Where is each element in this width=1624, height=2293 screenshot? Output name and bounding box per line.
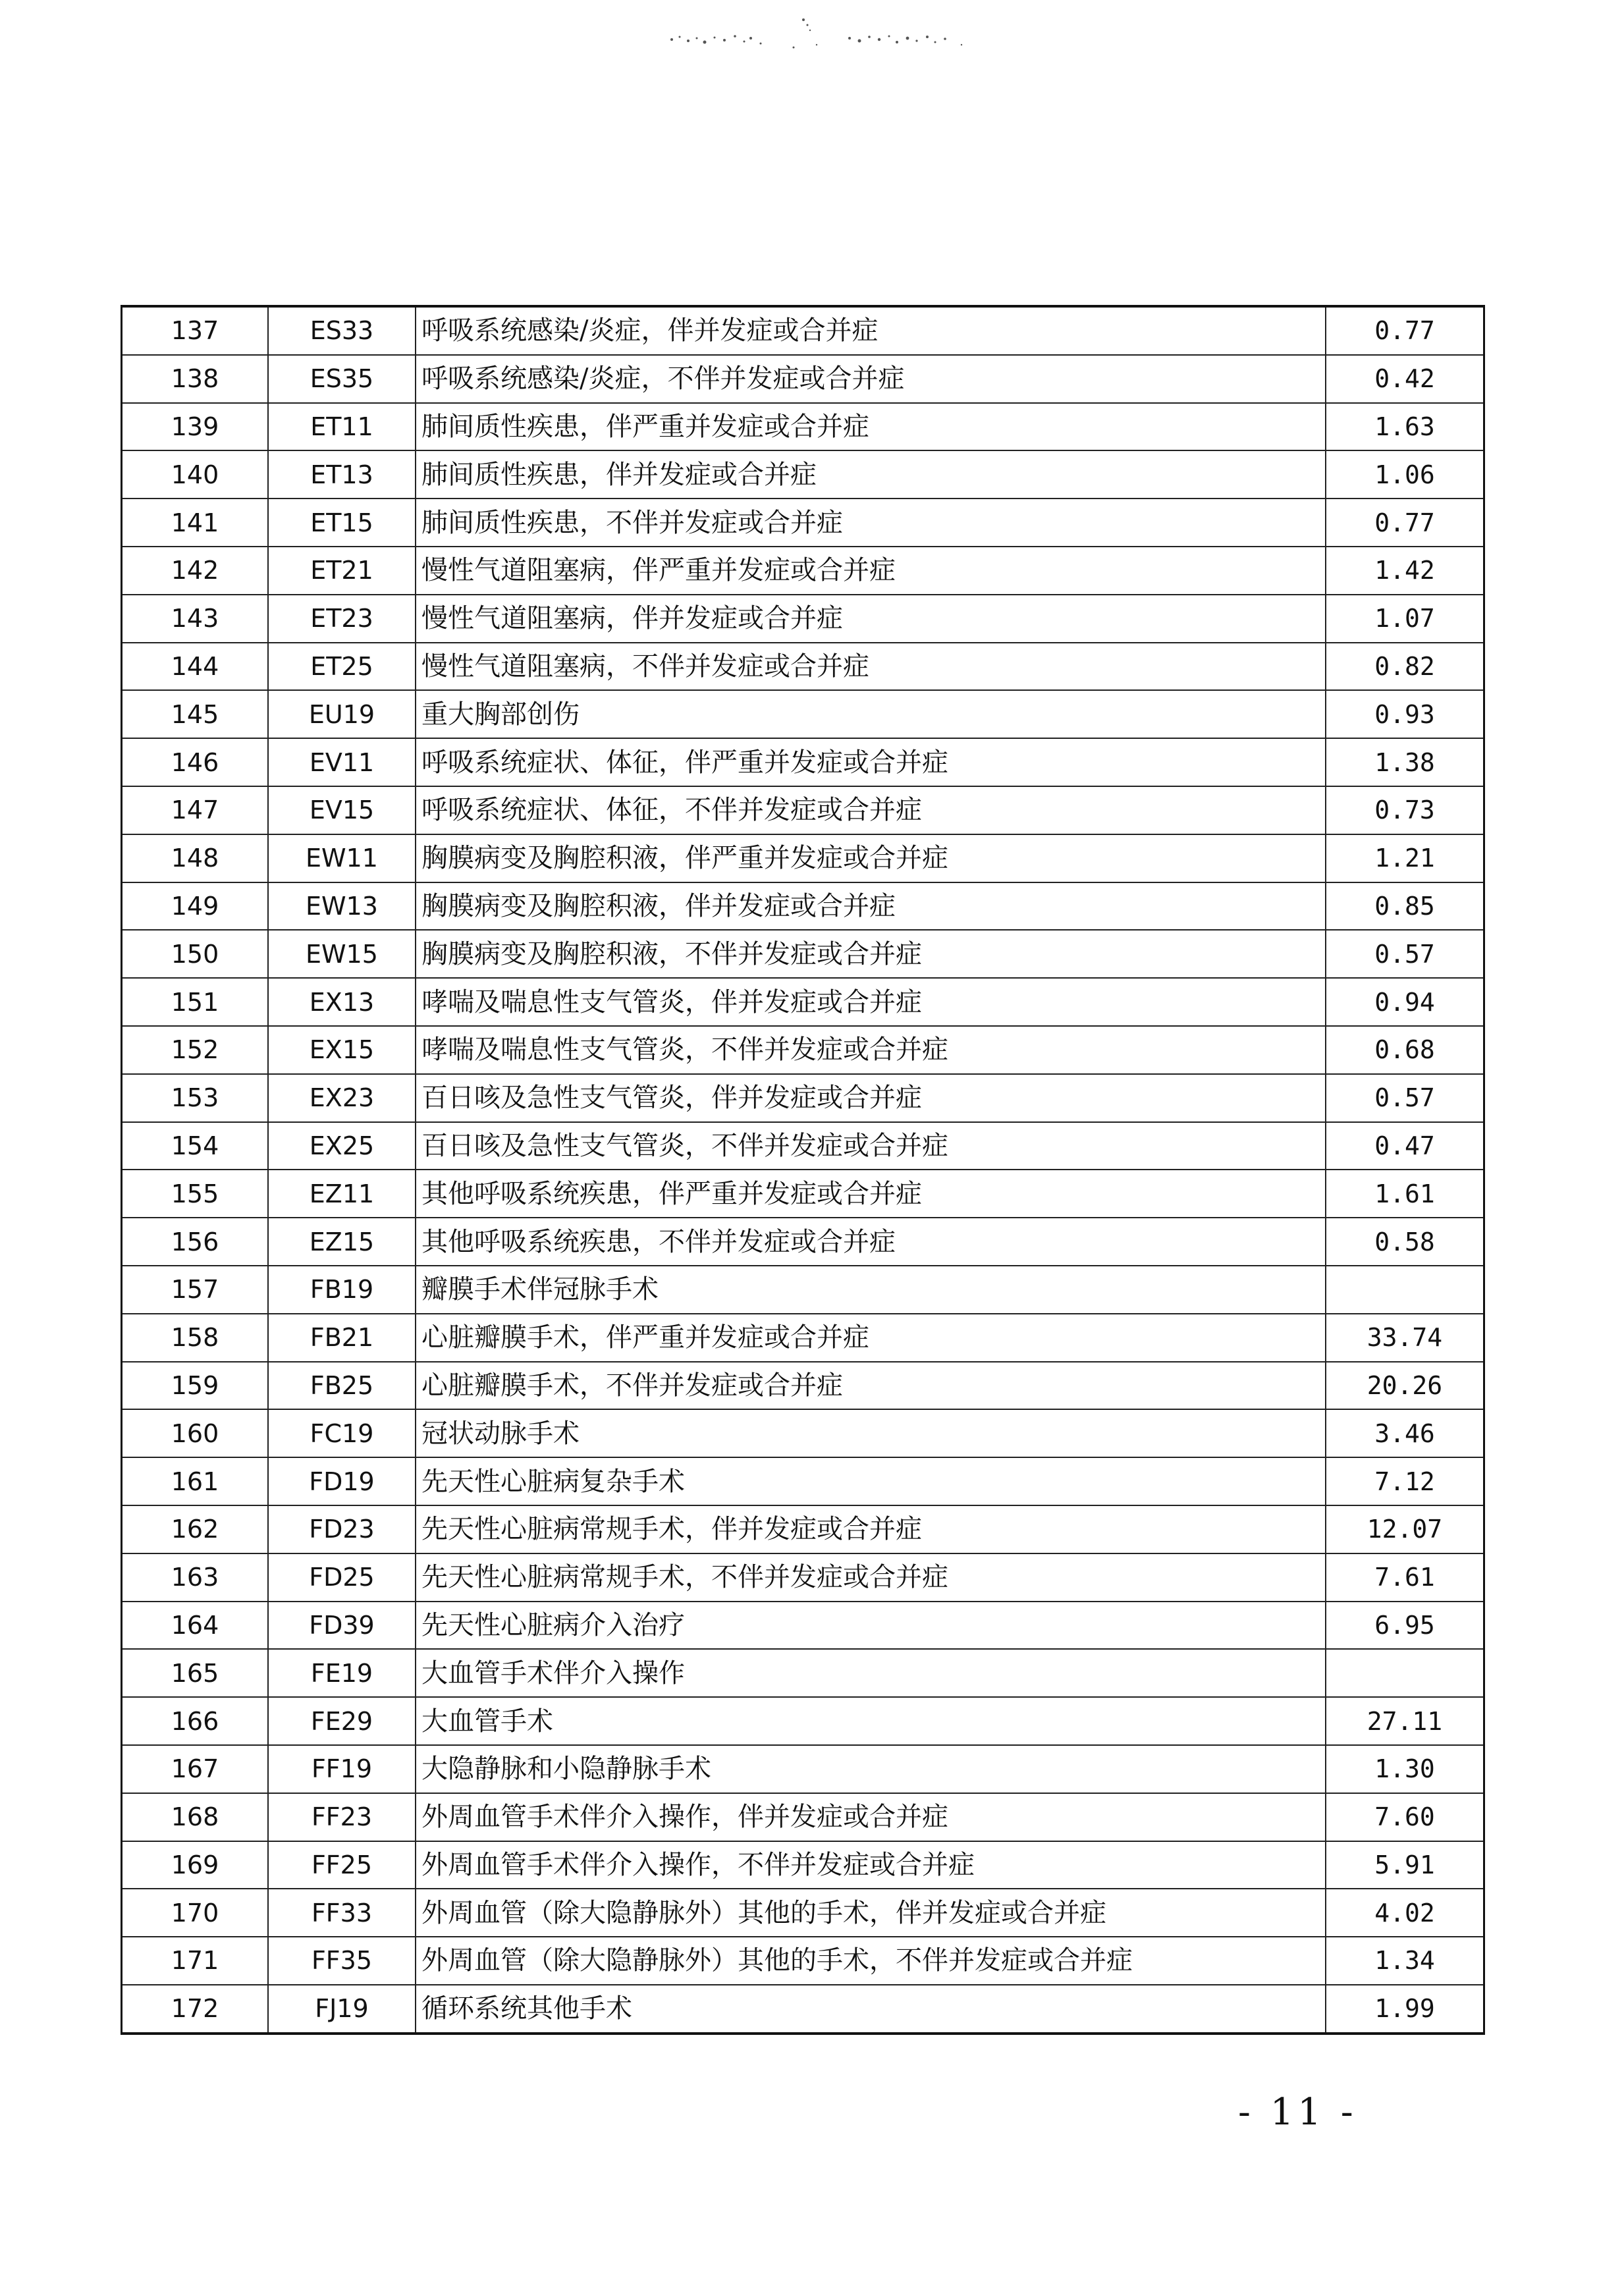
- table-row: [122, 450, 1484, 499]
- row-number-cell: 157: [122, 1266, 269, 1314]
- drg-code-cell: ET15: [268, 499, 416, 547]
- table-row: [122, 355, 1484, 403]
- weight-cell: 1.07: [1326, 595, 1484, 643]
- drg-code-cell: FE29: [268, 1697, 416, 1745]
- drg-name-cell: 先天性心脏病常规手术，伴并发症或合并症: [416, 1505, 1326, 1553]
- drg-name-cell: 大隐静脉和小隐静脉手术: [416, 1745, 1326, 1793]
- weight-cell: 0.73: [1326, 786, 1484, 834]
- drg-code-cell: FF19: [268, 1745, 416, 1793]
- weight-cell: 4.02: [1326, 1889, 1484, 1937]
- table-row: [122, 1457, 1484, 1505]
- drg-name-cell: 肺间质性疾患，不伴并发症或合并症: [416, 499, 1326, 547]
- weight-cell: 6.95: [1326, 1602, 1484, 1650]
- weight-cell: 3.46: [1326, 1409, 1484, 1457]
- row-number-cell: 144: [122, 643, 269, 691]
- drg-code-cell: FC19: [268, 1409, 416, 1457]
- row-number-cell: 160: [122, 1409, 269, 1457]
- table-row: [122, 1649, 1484, 1697]
- drg-name-cell: 胸膜病变及胸腔积液，伴严重并发症或合并症: [416, 834, 1326, 882]
- row-number-cell: 138: [122, 355, 269, 403]
- table-row: [122, 930, 1484, 978]
- table-row: [122, 1314, 1484, 1362]
- table-row: [122, 643, 1484, 691]
- weight-cell: 1.34: [1326, 1937, 1484, 1985]
- drg-name-cell: 哮喘及喘息性支气管炎，不伴并发症或合并症: [416, 1026, 1326, 1074]
- row-number-cell: 164: [122, 1602, 269, 1650]
- weight-cell: 7.61: [1326, 1553, 1484, 1602]
- drg-name-cell: 重大胸部创伤: [416, 690, 1326, 738]
- row-number-cell: 142: [122, 547, 269, 595]
- drg-code-cell: FD25: [268, 1553, 416, 1602]
- drg-code-cell: ES35: [268, 355, 416, 403]
- table-row: [122, 1697, 1484, 1745]
- row-number-cell: 143: [122, 595, 269, 643]
- weight-cell: 1.06: [1326, 450, 1484, 499]
- drg-code-cell: EW11: [268, 834, 416, 882]
- table-row: [122, 499, 1484, 547]
- drg-name-cell: 慢性气道阻塞病，不伴并发症或合并症: [416, 643, 1326, 691]
- weight-cell: 20.26: [1326, 1362, 1484, 1410]
- drg-code-cell: FD19: [268, 1457, 416, 1505]
- row-number-cell: 159: [122, 1362, 269, 1410]
- row-number-cell: 171: [122, 1937, 269, 1985]
- row-number-cell: 165: [122, 1649, 269, 1697]
- drg-code-cell: EZ11: [268, 1170, 416, 1218]
- drg-code-cell: FF23: [268, 1793, 416, 1841]
- drg-name-cell: 胸膜病变及胸腔积液，不伴并发症或合并症: [416, 930, 1326, 978]
- drg-name-cell: 其他呼吸系统疾患，不伴并发症或合并症: [416, 1218, 1326, 1266]
- drg-name-cell: 慢性气道阻塞病，伴并发症或合并症: [416, 595, 1326, 643]
- drg-name-cell: 外周血管（除大隐静脉外）其他的手术，不伴并发症或合并症: [416, 1937, 1326, 1985]
- drg-name-cell: 外周血管手术伴介入操作，伴并发症或合并症: [416, 1793, 1326, 1841]
- row-number-cell: 153: [122, 1074, 269, 1122]
- row-number-cell: 154: [122, 1122, 269, 1170]
- row-number-cell: 167: [122, 1745, 269, 1793]
- row-number-cell: 141: [122, 499, 269, 547]
- drg-name-cell: 呼吸系统症状、体征，不伴并发症或合并症: [416, 786, 1326, 834]
- drg-name-cell: 百日咳及急性支气管炎，不伴并发症或合并症: [416, 1122, 1326, 1170]
- row-number-cell: 145: [122, 690, 269, 738]
- drg-code-cell: FJ19: [268, 1985, 416, 2034]
- table-row: [122, 403, 1484, 451]
- weight-cell: [1326, 1649, 1484, 1697]
- drg-code-cell: ES33: [268, 306, 416, 355]
- drg-name-cell: 哮喘及喘息性支气管炎，伴并发症或合并症: [416, 978, 1326, 1026]
- drg-code-cell: EV15: [268, 786, 416, 834]
- row-number-cell: 170: [122, 1889, 269, 1937]
- table-row: [122, 1841, 1484, 1889]
- weight-cell: [1326, 1266, 1484, 1314]
- weight-cell: 1.21: [1326, 834, 1484, 882]
- drg-code-cell: FF25: [268, 1841, 416, 1889]
- drg-code-cell: EV11: [268, 738, 416, 786]
- weight-cell: 1.61: [1326, 1170, 1484, 1218]
- drg-code-cell: FB21: [268, 1314, 416, 1362]
- table-row: [122, 547, 1484, 595]
- row-number-cell: 168: [122, 1793, 269, 1841]
- drg-code-cell: FB25: [268, 1362, 416, 1410]
- drg-name-cell: 肺间质性疾患，伴严重并发症或合并症: [416, 403, 1326, 451]
- drg-code-cell: ET13: [268, 450, 416, 499]
- row-number-cell: 161: [122, 1457, 269, 1505]
- drg-code-cell: FB19: [268, 1266, 416, 1314]
- drg-name-cell: 心脏瓣膜手术，伴严重并发症或合并症: [416, 1314, 1326, 1362]
- table-row: [122, 1122, 1484, 1170]
- weight-cell: 0.94: [1326, 978, 1484, 1026]
- weight-cell: 5.91: [1326, 1841, 1484, 1889]
- row-number-cell: 162: [122, 1505, 269, 1553]
- row-number-cell: 169: [122, 1841, 269, 1889]
- drg-name-cell: 瓣膜手术伴冠脉手术: [416, 1266, 1326, 1314]
- row-number-cell: 158: [122, 1314, 269, 1362]
- drg-name-cell: 呼吸系统感染/炎症，不伴并发症或合并症: [416, 355, 1326, 403]
- row-number-cell: 156: [122, 1218, 269, 1266]
- page-number: - 11 -: [1238, 2091, 1357, 2134]
- drg-code-cell: EX15: [268, 1026, 416, 1074]
- weight-cell: 1.38: [1326, 738, 1484, 786]
- drg-name-cell: 外周血管手术伴介入操作，不伴并发症或合并症: [416, 1841, 1326, 1889]
- drg-name-cell: 循环系统其他手术: [416, 1985, 1326, 2034]
- weight-cell: 33.74: [1326, 1314, 1484, 1362]
- drg-name-cell: 大血管手术: [416, 1697, 1326, 1745]
- table-row: [122, 1266, 1484, 1314]
- weight-cell: 0.57: [1326, 930, 1484, 978]
- weight-cell: 0.93: [1326, 690, 1484, 738]
- row-number-cell: 140: [122, 450, 269, 499]
- table-row: [122, 1889, 1484, 1937]
- weight-cell: 0.57: [1326, 1074, 1484, 1122]
- table-row: [122, 786, 1484, 834]
- drg-code-cell: FF33: [268, 1889, 416, 1937]
- weight-cell: 7.12: [1326, 1457, 1484, 1505]
- drg-code-cell: ET25: [268, 643, 416, 691]
- row-number-cell: 149: [122, 882, 269, 931]
- row-number-cell: 150: [122, 930, 269, 978]
- table-row: [122, 1409, 1484, 1457]
- weight-cell: 27.11: [1326, 1697, 1484, 1745]
- weight-cell: 1.99: [1326, 1985, 1484, 2034]
- table-row: [122, 1745, 1484, 1793]
- table-row: [122, 882, 1484, 931]
- drg-code-cell: FD39: [268, 1602, 416, 1650]
- weight-cell: 0.47: [1326, 1122, 1484, 1170]
- row-number-cell: 146: [122, 738, 269, 786]
- drg-name-cell: 呼吸系统感染/炎症，伴并发症或合并症: [416, 306, 1326, 355]
- table-row: [122, 1074, 1484, 1122]
- drg-name-cell: 先天性心脏病介入治疗: [416, 1602, 1326, 1650]
- table-row: [122, 595, 1484, 643]
- table-row: [122, 978, 1484, 1026]
- weight-cell: 1.42: [1326, 547, 1484, 595]
- row-number-cell: 148: [122, 834, 269, 882]
- weight-cell: 1.63: [1326, 403, 1484, 451]
- drg-name-cell: 胸膜病变及胸腔积液，伴并发症或合并症: [416, 882, 1326, 931]
- drg-name-cell: 呼吸系统症状、体征，伴严重并发症或合并症: [416, 738, 1326, 786]
- row-number-cell: 147: [122, 786, 269, 834]
- table-row: [122, 1170, 1484, 1218]
- row-number-cell: 155: [122, 1170, 269, 1218]
- drg-name-cell: 外周血管（除大隐静脉外）其他的手术，伴并发症或合并症: [416, 1889, 1326, 1937]
- drg-code-cell: EW15: [268, 930, 416, 978]
- table-row: [122, 1026, 1484, 1074]
- table-row: [122, 1505, 1484, 1553]
- drg-code-cell: ET23: [268, 595, 416, 643]
- weight-cell: 0.58: [1326, 1218, 1484, 1266]
- drg-name-cell: 先天性心脏病复杂手术: [416, 1457, 1326, 1505]
- table-row: [122, 690, 1484, 738]
- drg-code-cell: FD23: [268, 1505, 416, 1553]
- drg-name-cell: 先天性心脏病常规手术，不伴并发症或合并症: [416, 1553, 1326, 1602]
- drg-name-cell: 心脏瓣膜手术，不伴并发症或合并症: [416, 1362, 1326, 1410]
- row-number-cell: 163: [122, 1553, 269, 1602]
- row-number-cell: 139: [122, 403, 269, 451]
- drg-name-cell: 慢性气道阻塞病，伴严重并发症或合并症: [416, 547, 1326, 595]
- drg-name-cell: 百日咳及急性支气管炎，伴并发症或合并症: [416, 1074, 1326, 1122]
- weight-cell: 0.68: [1326, 1026, 1484, 1074]
- drg-code-cell: EU19: [268, 690, 416, 738]
- row-number-cell: 151: [122, 978, 269, 1026]
- row-number-cell: 166: [122, 1697, 269, 1745]
- drg-code-cell: EZ15: [268, 1218, 416, 1266]
- drg-code-cell: FE19: [268, 1649, 416, 1697]
- scan-noise: [652, 13, 1021, 53]
- drg-weight-table: [121, 305, 1485, 2035]
- row-number-cell: 152: [122, 1026, 269, 1074]
- table-row: [122, 1793, 1484, 1841]
- weight-cell: 7.60: [1326, 1793, 1484, 1841]
- drg-code-cell: EX23: [268, 1074, 416, 1122]
- table-row: [122, 306, 1484, 355]
- drg-name-cell: 大血管手术伴介入操作: [416, 1649, 1326, 1697]
- table-row: [122, 1218, 1484, 1266]
- drg-name-cell: 冠状动脉手术: [416, 1409, 1326, 1457]
- weight-cell: 0.42: [1326, 355, 1484, 403]
- table-row: [122, 1937, 1484, 1985]
- drg-name-cell: 肺间质性疾患，伴并发症或合并症: [416, 450, 1326, 499]
- weight-cell: 12.07: [1326, 1505, 1484, 1553]
- drg-name-cell: 其他呼吸系统疾患，伴严重并发症或合并症: [416, 1170, 1326, 1218]
- table-row: [122, 1362, 1484, 1410]
- row-number-cell: 137: [122, 306, 269, 355]
- drg-code-cell: EX25: [268, 1122, 416, 1170]
- row-number-cell: 172: [122, 1985, 269, 2034]
- drg-code-cell: FF35: [268, 1937, 416, 1985]
- weight-cell: 0.77: [1326, 499, 1484, 547]
- drg-code-cell: EW13: [268, 882, 416, 931]
- table-row: [122, 1553, 1484, 1602]
- table-row: [122, 1602, 1484, 1650]
- table-row: [122, 834, 1484, 882]
- weight-cell: 0.85: [1326, 882, 1484, 931]
- table-row: [122, 738, 1484, 786]
- drg-code-cell: EX13: [268, 978, 416, 1026]
- weight-cell: 0.77: [1326, 306, 1484, 355]
- weight-cell: 0.82: [1326, 643, 1484, 691]
- drg-code-cell: ET11: [268, 403, 416, 451]
- drg-code-cell: ET21: [268, 547, 416, 595]
- table-body: [122, 306, 1484, 2034]
- weight-cell: 1.30: [1326, 1745, 1484, 1793]
- table-row: [122, 1985, 1484, 2034]
